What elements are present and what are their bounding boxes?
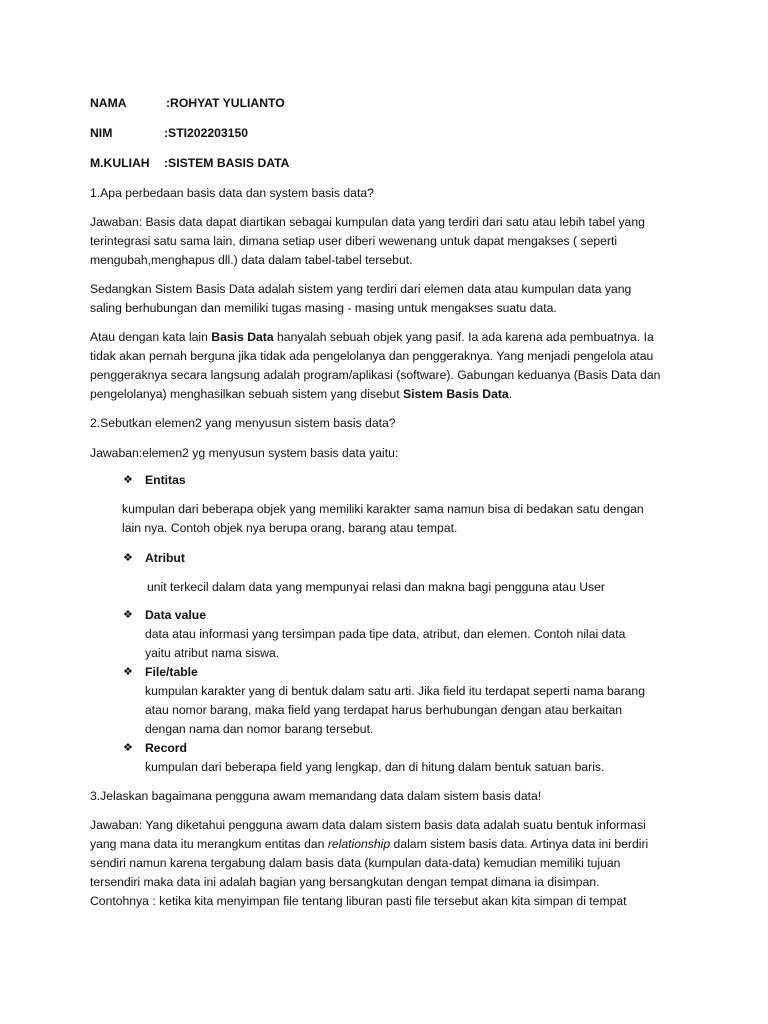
relationship-italic: relationship — [327, 837, 391, 851]
answer-1-line: Atau dengan kata lain Basis Data hanyalah sebuah objek yang pasif. Ia ada karena ada pembuatnya. Ia — [90, 330, 654, 344]
sistem-basis-data-bold: Sistem Basis Data — [403, 387, 509, 401]
element-desc-entitas — [122, 500, 644, 538]
diamond-bullet-icon: ❖ — [123, 552, 133, 564]
answer-1-paragraph-3 — [90, 328, 690, 404]
diamond-bullet-icon: ❖ — [123, 742, 133, 754]
answer-3-line: yang mana data itu merangkum entitas dan relationship dalam sistem basis data. Artinya data ini berdiri — [90, 837, 649, 851]
answer-1-line: Sedangkan Sistem Basis Data adalah sistem yang terdiri dari elemen data atau kumpulan data yang — [90, 282, 632, 296]
element-desc-record: kumpulan dari beberapa field yang lengkap, dan di hitung dalam bentuk satuan baris. — [145, 760, 605, 774]
question-2: 2.Sebutkan elemen2 yang menyusun sistem basis data? — [90, 416, 396, 430]
element-title-file-table: File/table — [145, 665, 198, 679]
answer-1-line: tidak akan pernah berguna jika tidak ada pengelolanya dan penggeraknya. Yang menjadi pengelola atau — [90, 349, 654, 363]
answer-1-line: pengelolanya) menghasilkan sebuah sistem yang disebut Sistem Basis Data. — [90, 387, 513, 401]
question-3: 3.Jelaskan bagaimana pengguna awam memandang data dalam sistem basis data! — [90, 789, 542, 803]
nim-value: :STI202203150 — [164, 126, 249, 140]
answer-1-line: terintegrasi satu sama lain, dimana setiap user diberi wewenang untuk dapat mengakses ( seperti — [90, 234, 618, 248]
element-desc-line: kumpulan karakter yang di bentuk dalam satu arti. Jika field itu terdapat seperti nama barang — [145, 684, 645, 698]
element-title-record: Record — [145, 741, 187, 755]
element-desc-atribut: unit terkecil dalam data yang mempunyai relasi dan makna bagi pengguna atau User — [147, 580, 605, 594]
element-desc-data-value — [145, 625, 625, 663]
answer-1-line: penggeraknya secara langsung adalah program/aplikasi (software). Gabungan keduanya (Basis Data dan — [90, 368, 661, 382]
answer-2-intro: Jawaban:elemen2 yg menyusun system basis data yaitu: — [90, 446, 399, 460]
matkul-label: M.KULIAH — [90, 156, 150, 170]
answer-3-line: sendiri namun karena tergabung dalam basis data (kumpulan data-data) kemudian memiliki tujuan — [90, 856, 621, 870]
element-desc-line: lain nya. Contoh objek nya berupa orang, barang atau tempat. — [122, 521, 458, 535]
nama-value: :ROHYAT YULIANTO — [166, 96, 285, 110]
nim-label: NIM — [90, 126, 113, 140]
answer-1-paragraph — [90, 213, 690, 270]
element-desc-line: yaitu atribut nama siswa. — [145, 646, 280, 660]
element-desc-file-table — [145, 682, 645, 739]
answer-3-line: tersendiri maka data ini adalah bagian yang bersangkutan dengan tempat dimana ia disimpan. — [90, 875, 600, 889]
element-desc-line: data atau informasi yang tersimpan pada tipe data, atribut, dan elemen. Contoh nilai data — [145, 627, 626, 641]
answer-1-line: mengubah,menghapus dll.) data dalam tabel-tabel tersebut. — [90, 253, 413, 267]
nama-label: NAMA — [90, 96, 127, 110]
answer-3-line: Jawaban: Yang diketahui pengguna awam data dalam sistem basis data adalah suatu bentuk informasi — [90, 818, 646, 832]
answer-1-line: saling berhubungan dan memiliki tugas masing - masing untuk mengakses suatu data. — [90, 301, 557, 315]
answer-1-paragraph-2 — [90, 280, 690, 318]
element-title-entitas: Entitas — [145, 473, 186, 487]
question-1: 1.Apa perbedaan basis data dan system basis data? — [90, 186, 374, 200]
element-desc-line: dengan nama dan nomor barang tersebut. — [145, 722, 374, 736]
diamond-bullet-icon: ❖ — [123, 474, 133, 486]
matkul-value: :SISTEM BASIS DATA — [164, 156, 290, 170]
answer-3-paragraph — [90, 816, 690, 911]
basis-data-bold: Basis Data — [211, 330, 274, 344]
diamond-bullet-icon: ❖ — [123, 666, 133, 678]
answer-3-line: Contohnya : ketika kita menyimpan file tentang liburan pasti file tersebut akan kita simpan di tempat — [90, 894, 627, 908]
element-desc-line: atau nomor barang, maka field yang terdapat harus berhubungan dengan atau berkaitan — [145, 703, 623, 717]
element-desc-line: kumpulan dari beberapa objek yang memiliki karakter sama namun bisa di bedakan satu dengan — [122, 502, 644, 516]
element-title-data-value: Data value — [145, 608, 206, 622]
answer-1-line: Jawaban: Basis data dapat diartikan sebagai kumpulan data yang terdiri dari satu atau lebih tabel yang — [90, 215, 645, 229]
element-title-atribut: Atribut — [145, 551, 185, 565]
diamond-bullet-icon: ❖ — [123, 609, 133, 621]
